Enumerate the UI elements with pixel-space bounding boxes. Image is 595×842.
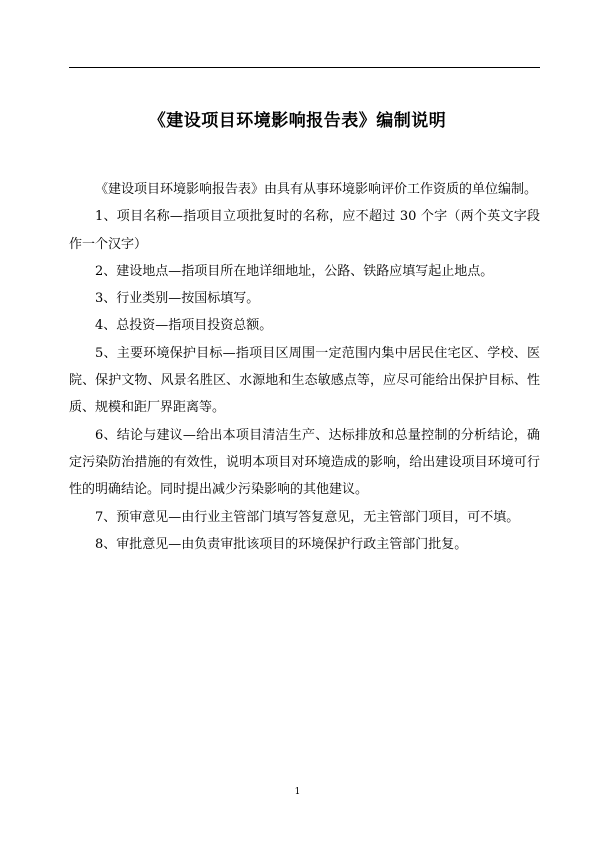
item-approval: 8、审批意见—由负责审批该项目的环境保护行政主管部门批复。: [95, 536, 468, 552]
item-pre-review: 7、预审意见—由行业主管部门填写答复意见，无主管部门项目，可不填。: [95, 509, 520, 525]
item-conclusions: 6、结论与建议—给出本项目清洁生产、达标排放和总量控制的分析结论，确定污染防治措施的有效性，说明本项目对环境造成的影响，给出建设项目环境可行性的明确结论。同时提出减少污染影响的其他建议。: [69, 427, 540, 498]
document-body: [69, 176, 540, 558]
item-protection-targets: 5、主要环境保护目标—指项目区周围一定范围内集中居民住宅区、学校、医院、保护文物、风景名胜区、水源地和生态敏感点等，应尽可能给出保护目标、性质、规模和距厂界距离等。: [69, 345, 540, 416]
page-number: 1: [294, 787, 301, 797]
intro-paragraph: 《建设项目环境影响报告表》由具有从事环境影响评价工作资质的单位编制。: [95, 182, 538, 197]
item-construction-site: 2、建设地点—指项目所在地详细地址，公路、铁路应填写起止地点。: [95, 263, 494, 279]
header-rule: [69, 67, 540, 68]
item-project-name: 1、项目名称—指项目立项批复时的名称，应不超过 30 个字（两个英文字段作一个汉字）: [69, 209, 540, 252]
item-industry-category: 3、行业类别—按国标填写。: [95, 291, 260, 307]
page-title: 《建设项目环境影响报告表》编制说明: [148, 111, 447, 131]
item-total-investment: 4、总投资—指项目投资总额。: [95, 318, 273, 334]
